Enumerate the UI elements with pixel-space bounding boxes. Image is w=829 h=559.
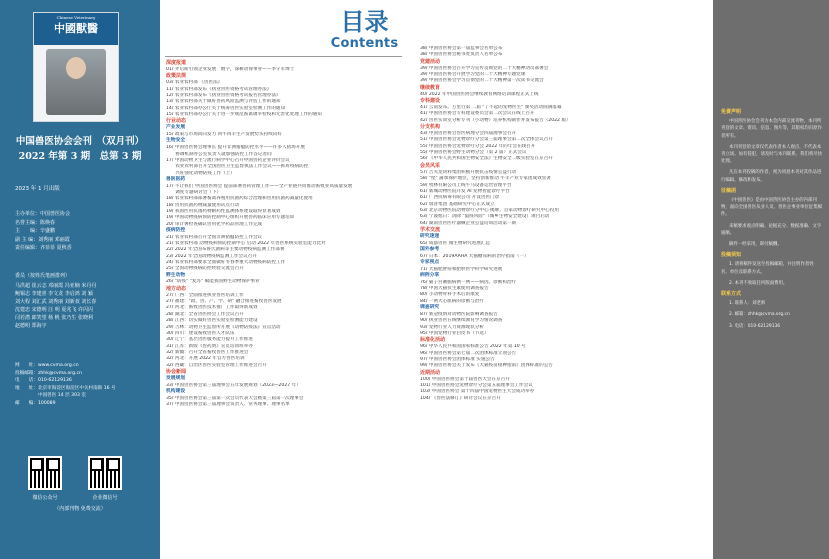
contact-line: 地 址：北京市海淀区海淀区中关村南街 16 号 bbox=[15, 385, 116, 391]
toc-entry[interactable]: 65/ 成都兽医 微生物研究进展汇总 bbox=[420, 240, 491, 246]
enterprise-qr-caption: 企业微信号 bbox=[92, 495, 118, 501]
notice-sidebar bbox=[713, 0, 829, 559]
contact-line: 电 话：010-62129136 bbox=[15, 378, 72, 383]
toc-entry[interactable]: 67/ 日本：2019AAHA 犬猫糖尿病的治疗指南（一） bbox=[420, 253, 529, 259]
toc-entry[interactable]: 19/ 中国动物疫病预防控制中心组织开展兽药临床应用专题培训 bbox=[166, 215, 295, 221]
toc-entry[interactable]: 63/ 北京动物医院动物诊疗分中心 揭牌，首家动物诊疗研究中心投用 bbox=[420, 207, 559, 213]
toc-entry[interactable]: 80/ 小动物骨科手术后的康复 bbox=[420, 292, 480, 298]
toc-entry[interactable]: 调度专题研讨会（下） bbox=[166, 189, 222, 195]
toc-entry[interactable]: 42/ 兽医实训室分析专刊（小动物）培养机构制作并发布报告（2022 版） bbox=[420, 117, 571, 123]
toc-entry[interactable]: 14/ 农业农村部办公厅关于统筹兽医实验室检测工作的通知 bbox=[166, 105, 286, 111]
toc-subsection-heading: 机构建设 bbox=[166, 388, 186, 394]
toc-subsection-heading: 生物安全 bbox=[166, 138, 186, 144]
toc-entry[interactable]: 32/ 新疆：召开全省畜牧兽医工作推进会 bbox=[166, 349, 249, 355]
staff-line: 名誉主编：陈焕春 bbox=[15, 219, 56, 226]
toc-entry[interactable]: 16/ 中国兽医协会理事长 提升非洲猪瘟防控水平——许多人猪场开展 bbox=[166, 145, 305, 151]
council-row: 沈建忠 宋德明 汪 明 夏兆飞 许闪闪 bbox=[15, 307, 93, 313]
contents-header bbox=[322, 8, 407, 51]
sidebar-paragraph: 稿件一经采用，即付稿酬。 bbox=[729, 242, 782, 248]
magazine-cover bbox=[33, 12, 119, 122]
toc-entry[interactable]: 17/ 中国动物卫生与流行病学中心召开中国兽药企业评价会议 bbox=[166, 157, 290, 163]
toc-entry[interactable]: 76/ 猫子宫蓄脓病例一例——病因、诊断和治疗 bbox=[420, 279, 517, 285]
toc-entry[interactable]: 51/ 中国兽医协会宠物诊疗分会第三届理事会第二次全体会议召开 bbox=[420, 137, 553, 143]
toc-entry[interactable]: 12/ 农业农村部发布《执业兽医资格考试报名管理办法》 bbox=[166, 93, 281, 99]
toc-entry[interactable]: 01/ 弄后斯引领企业发展 数字，深耕动保事业——李守军博士 bbox=[166, 67, 295, 72]
contents-title-cn: 目录 bbox=[340, 8, 389, 36]
contact-line: 邮 编：100089 bbox=[15, 400, 56, 406]
toc-entry[interactable]: 31/ 江苏：新版《兽药典》宣贯培训班举办 bbox=[166, 343, 253, 349]
toc-entry[interactable]: 协调机制办公室负责人就加强防控工作答记者问 bbox=[166, 151, 272, 157]
toc-entry[interactable]: 18/ 农业农村部部署畜禽养殖用抗菌药综合治理和兽用抗菌药减量化使用 bbox=[166, 196, 313, 202]
toc-section-heading: 学术交流 bbox=[420, 226, 441, 233]
toc-entry[interactable]: 58/ "铿" 蒲承保护地位，坚持创新推动 牛羊产业专家团成效显著 bbox=[420, 176, 551, 182]
council-row: 马洪超 崔云志 邓丽霞 冯亚楠 米丹丹 bbox=[15, 283, 97, 289]
sidebar-paragraph: 2. 邮箱：zhhk@cvma.org.cn bbox=[729, 312, 790, 318]
toc-entry[interactable]: 63/ 宁波旭日：清除 "鼠疫风险"（城乡生物安全建设）项目启动 bbox=[420, 214, 550, 220]
toc-entry[interactable]: 30/ 四川：建设畜牧兽医人才队伍 bbox=[166, 330, 235, 336]
toc-entry[interactable]: 41/ 云南发布。万里行第 二届 "了不起的宠物医生" 颁奖活动圆满落幕 bbox=[420, 105, 562, 111]
toc-entry[interactable]: 21/ 农业农村部 动物疫病预防控制中心 启动 2022 年兽医系统实验室能力比对 bbox=[166, 241, 326, 247]
toc-entry[interactable]: 43/ 中国兽医协会兽医病理分会四届理事会召开 bbox=[420, 131, 517, 137]
contact-line: 网 址：www.cvma.org.cn bbox=[15, 363, 79, 368]
toc-entry[interactable]: 39/ 中国兽医协会开展学习党的二十大精神专题党课 bbox=[420, 72, 526, 78]
toc-entry[interactable]: 23/ 2022 年全国动物疫病监测工作会议召开 bbox=[166, 253, 257, 259]
toc-section-heading: 协会新闻 bbox=[166, 368, 187, 375]
toc-entry[interactable]: 03/ 农业农村部 《兽医法》 bbox=[166, 80, 223, 86]
sidebar-paragraph: 中国兽医协会会刊为本会内部交流刊物，本刊所刊登的文章、资讯、信息、图片等，其版权均归原作者所有。 bbox=[721, 119, 822, 139]
staff-line: 主 编：辛盛鹏 bbox=[15, 228, 56, 235]
toc-column-right bbox=[420, 46, 652, 402]
toc-section-heading: 继续教育 bbox=[420, 84, 441, 91]
toc-entry[interactable]: 38/ 中国兽医协会第一届监事会名单公布 bbox=[420, 46, 503, 51]
toc-entry[interactable]: 27/ 河北：畜牧兽医技术推广工作取得新成效 bbox=[166, 305, 258, 311]
toc-section-heading: 行业动态 bbox=[166, 118, 187, 125]
toc-entry[interactable]: 96/ 中华人民共和国国家标准公告 2022 年第 10 号 bbox=[420, 344, 526, 350]
toc-entry[interactable]: 18/ 兽用抗菌药物减量使用试点行动 bbox=[166, 202, 240, 208]
toc-entry[interactable]: 93/ 宠物行业人力资源现状分析 bbox=[420, 324, 484, 330]
sidebar-paragraph: 《中国兽医》是由中国兽医协会主办的内部刊物，面向全国兽医从业人员、兽医企事业单位征集稿件。 bbox=[721, 198, 822, 218]
toc-subsection-heading: 野生动物 bbox=[166, 272, 186, 278]
toc-section-heading: 政策法规 bbox=[166, 73, 187, 80]
toc-entry[interactable]: 11/ 农业农村部发布《执业兽医资格考试管理办法》 bbox=[166, 86, 272, 92]
toc-subsection-heading: 病例分享 bbox=[420, 273, 440, 279]
cover-masthead-cn: 中國獸醫 bbox=[54, 22, 98, 35]
toc-column-left bbox=[166, 60, 390, 408]
toc-entry[interactable]: 103/ 中国兽医协会 第十四届中国宠物医生大会成功举办 bbox=[420, 389, 535, 395]
toc-entry[interactable]: 26/ "防疫" "复苏" 赋能我国野生动物保护事业 bbox=[166, 279, 260, 285]
toc-section-heading: 标准化活动 bbox=[420, 337, 446, 344]
council-row: 鲍锡志 李建喜 李文龙 李启鸿 刘 颖 bbox=[15, 291, 93, 297]
toc-entry[interactable]: 19/ 我国医用抗菌药物耐药性监测体系建设取得显著成效 bbox=[166, 208, 281, 214]
sidebar-heading: 投稿须知 bbox=[721, 252, 742, 259]
council-row: 刘大程 刘汇武 刘秀丽 刘新叔 刘长春 bbox=[15, 299, 97, 305]
cover-masthead-en: Chinese Veterinary bbox=[56, 15, 96, 20]
toc-entry[interactable]: 28/ 江西：切实做好兽医实验室检测能力建设 bbox=[166, 318, 258, 324]
staff-line: 副 主 编：刘秀丽 邓丽霞 bbox=[15, 236, 70, 243]
toc-entry[interactable]: 40/ 2022 年中国兽医协会继续教育网络培训课程正式上线 bbox=[420, 91, 539, 97]
toc-subsection-heading: 兽医医药 bbox=[166, 176, 186, 182]
magazine-issue: 2022 年第 3 期 总第 3 期 bbox=[18, 151, 142, 162]
magazine-title: 中国兽医协会会刊 （双月刊） bbox=[15, 136, 145, 147]
toc-subsection-heading: 产业发展 bbox=[166, 125, 186, 131]
publication-date: 2023 年 1 月出版 bbox=[15, 186, 60, 192]
council-label: 委员（按姓氏笔画排列） bbox=[15, 273, 71, 279]
toc-entry[interactable]: 57/ 吉夫龙饲料集团积极开展抗击疫情公益行动 bbox=[420, 169, 517, 175]
sidebar-heading: 征稿函 bbox=[721, 187, 737, 194]
toc-subsection-heading: 疫病防控 bbox=[166, 227, 186, 233]
sidebar-paragraph: 本刊刊登的文章仅代表作者本人观点，不代表本刊立场。如有侵犯，请及时与本刊联系，我们将尽快处理。 bbox=[721, 144, 822, 165]
sidebar-paragraph: 1. 联系人：刘老师 bbox=[729, 301, 766, 307]
header-divider bbox=[165, 56, 402, 57]
toc-entry[interactable]: 农业农村部召开全国兽医卫生监督执法工作会议——抓好疫病防控 bbox=[166, 164, 309, 170]
toc-entry[interactable]: 39/ 中国兽医协会学习贯彻党的二十大精神第一次读书交流会 bbox=[420, 78, 544, 84]
toc-section-heading: 会员风采 bbox=[420, 162, 441, 169]
toc-entry[interactable]: 30/ 辽宁：基层兽医服务能力提升工作推进 bbox=[166, 337, 253, 343]
toc-entry[interactable]: 28/ 湖北：全省兽医协会工作会议召开 bbox=[166, 311, 244, 317]
toc-section-heading: 分支机构 bbox=[420, 124, 441, 131]
toc-subsection-heading: 调查研究 bbox=[420, 305, 440, 311]
toc-section-heading: 近期活动 bbox=[420, 369, 441, 376]
sidebar-paragraph: 来稿要求观点明确、论据充分、数据准确、文字通顺。 bbox=[721, 223, 822, 236]
enterprise-wechat-qr-code bbox=[88, 456, 122, 490]
sidebar-heading: 免费声明 bbox=[721, 109, 742, 115]
toc-entry[interactable]: 24/ 农业农村部要求全面做好冬春季重大动物疫病防控工作 bbox=[166, 260, 286, 266]
toc-entry[interactable]: 39/ 中国兽医协会召开学习宣传贯彻党的二十大精神动员部署会 bbox=[420, 65, 549, 71]
editorial-council bbox=[15, 272, 153, 330]
sidebar-paragraph: 凡在本刊投稿的作者，视为同意本刊对其作品进行编辑、修改和发布。 bbox=[721, 170, 822, 183]
toc-entry[interactable]: 32/ 西藏：自治区兽医实验室管理工作推进会召开 bbox=[166, 362, 267, 368]
toc-entry[interactable]: 59/ 牧林有限公司上线牛马设备运营管理平台 bbox=[420, 182, 512, 188]
toc-entry[interactable]: 兴旺强化动物防疫工作（上） bbox=[166, 170, 235, 176]
toc-entry[interactable]: 32/ 河北：开展 2022 年官方兽医培训 bbox=[166, 356, 245, 362]
toc-entry[interactable]: 25/ 全国动物疫病防控经验交流会召开 bbox=[166, 266, 244, 272]
toc-entry[interactable]: 33/ 中国兽医协会第三届理事会五年发展规划（2023—2027 年） bbox=[166, 382, 301, 388]
toc-entry[interactable]: 61/ 广西抗病毒有限公司 开设兽医门诊 bbox=[420, 195, 500, 201]
toc-entry[interactable]: 78/ 中国犬猫抗生素使用调查报告 bbox=[420, 286, 489, 292]
toc-subsection-heading: 国外参考 bbox=[420, 246, 440, 252]
toc-entry[interactable]: 97/ 中国兽医协会团体标准 实施公告 bbox=[420, 356, 495, 362]
toc-entry[interactable]: 22/ 2022 年全国布鲁氏菌病等主要动物疫病监测工作部署 bbox=[166, 247, 285, 253]
toc-entry[interactable]: 38/ 中国兽医协会秘书处负责人名单公布 bbox=[420, 52, 503, 58]
toc-entry[interactable]: 15/ 政策与市场同向发力 肉牛肉羊生产发展势头持续向好 bbox=[166, 132, 282, 138]
price-note: （内部刊物 免费交流） bbox=[54, 506, 106, 512]
staff-line: 责任编辑：齐菲菲 夏秋香 bbox=[15, 245, 72, 252]
wechat-qr-code bbox=[28, 456, 62, 490]
toc-entry[interactable]: 29/ 吉林：动物卫生监督所开展《动物防疫法》宣贯活动 bbox=[166, 324, 281, 330]
editorial-staff bbox=[15, 210, 150, 253]
wechat-qr-caption: 微信公众号 bbox=[32, 495, 58, 501]
toc-entry[interactable]: 71/ 犬猫肥胖症和肥胖医学科学研究进展 bbox=[420, 266, 503, 272]
toc-entry[interactable]: 27/ 福建："政、兽、产、学、研" 融合推进畜牧兽医发展 bbox=[166, 299, 282, 305]
council-row: 赵德明 郑海宇 bbox=[15, 323, 47, 329]
toc-entry[interactable]: 104/ 《兽医法修订》研讨会议在京召开 bbox=[420, 395, 501, 401]
toc-entry[interactable]: 21/ 农业农村部召开全国非洲猪瘟防控工作会议 bbox=[166, 234, 263, 240]
toc-entry[interactable]: 15/ 农业农村部办公厅关于进一步规范畜禽屠宰检疫和无害化处理工作的通知 bbox=[166, 112, 322, 118]
toc-section-heading: 党建活动 bbox=[420, 58, 441, 65]
toc-entry[interactable]: 96/ 中国兽医协会第七届二次团体标准立项公告 bbox=[420, 350, 517, 356]
toc-entry[interactable]: 20/ 审计署检查确认兽用化学药品管理工作完成 bbox=[166, 221, 263, 227]
toc-entry[interactable]: 100/ 中国兽医协会第十届兽医大会在京召开 bbox=[420, 376, 510, 382]
toc-entry[interactable]: 35/ 中国兽医协会第三届第一次会员代表大会暨第三届第一次理事会 bbox=[166, 395, 304, 401]
sidebar-paragraph: 1. 请将稿件发送至投稿邮箱，并注明作者姓名、单位及联系方式。 bbox=[721, 262, 814, 275]
toc-entry[interactable]: 64/ 湖南兽医医疗器械企业公益培训活动第一期 bbox=[420, 220, 517, 226]
sidebar-paragraph: 3. 电话：010-62129136 bbox=[729, 323, 781, 329]
toc-entry[interactable]: 84/ 一例犬心肌病的诊断与治疗 bbox=[420, 298, 484, 304]
toc-entry[interactable]: 55/ 中国兽医协会宠物诊疗分会 2022 年的年会在线召开 bbox=[420, 143, 536, 149]
toc-entry[interactable]: 55/ 中国兽医协会野生动物分会（第 2 届）正式会议 bbox=[420, 150, 527, 156]
toc-section-heading: 专科建设 bbox=[420, 98, 441, 105]
council-row: 闫若潜 郎笑望 杨 帆 张乃生 张晓利 bbox=[15, 315, 93, 321]
toc-entry[interactable]: 99/ 中国兽医协会关于发布《犬猫疫苗接种指南》团体标准的公告 bbox=[420, 363, 553, 369]
toc-subsection-heading: 发展规划 bbox=[166, 375, 186, 381]
cover-photo bbox=[46, 49, 106, 115]
contents-title-en: Contents bbox=[330, 36, 399, 51]
toc-entry[interactable]: 90/ 执业兽医在线继续教育学习情况调查 bbox=[420, 318, 503, 324]
contact-line: 投稿邮箱：zhhk@cvma.org.cn bbox=[15, 370, 82, 376]
contact-line: 中国兽医 14 层 303 室 bbox=[15, 393, 86, 398]
contact-info bbox=[15, 362, 153, 407]
toc-section-heading: 地方动态 bbox=[166, 285, 187, 292]
cover-masthead bbox=[34, 13, 118, 45]
toc-subsection-heading: 研究速递 bbox=[420, 233, 440, 239]
toc-subsection-heading: 专家视点 bbox=[420, 260, 440, 265]
magazine-title-block bbox=[0, 135, 160, 164]
toc-entry[interactable]: 17/ 不让我们 中国兽医协会 提前部署兽药管理工作——全产业链共同推动畜牧业高质量发展 bbox=[166, 183, 353, 189]
toc-entry[interactable]: 37/ 中国兽医协会第三届理事会负责人、常务理事、理事名单 bbox=[166, 402, 290, 408]
toc-entry[interactable]: 87/ 新冠疫情对动物医院影响调查报告 bbox=[420, 311, 498, 317]
toc-entry[interactable]: 62/ 瑞普集团 基础研究中心正式成立 bbox=[420, 201, 495, 207]
council-members bbox=[15, 282, 153, 330]
toc-entry[interactable]: 61/ 新城动物医院开发 AI 宠物智能诊疗平台 bbox=[420, 188, 510, 194]
sidebar-heading: 联系方式 bbox=[721, 291, 742, 298]
toc-entry[interactable]: 13/ 农业农村部关于做好兽药风险监测与评估工作的通知 bbox=[166, 99, 281, 105]
toc-entry[interactable]: 95/ 中国宠物行业白皮书（节选） bbox=[420, 330, 489, 336]
toc-entry[interactable]: 27/ 广西：全面推进执业兽医培训工作 bbox=[166, 292, 244, 298]
left-info-panel bbox=[0, 0, 160, 559]
sidebar-paragraph: 2. 本刊不收取任何版面费用。 bbox=[729, 280, 788, 286]
toc-entry[interactable]: 41/ 中国兽医协会专科建设委员会第二次会议在线上召开 bbox=[420, 111, 535, 117]
toc-entry[interactable]: 56/ 《中华人民共和国生物安全法》生物安全二级实验室在京召开 bbox=[420, 156, 553, 162]
toc-entry[interactable]: 101/ 中国兽医协会宠物诊疗分会第五届理事会工作会议 bbox=[420, 382, 533, 388]
staff-line: 主办单位：中国兽医协会 bbox=[15, 211, 71, 217]
toc-section-heading: 深度报道 bbox=[166, 60, 187, 66]
